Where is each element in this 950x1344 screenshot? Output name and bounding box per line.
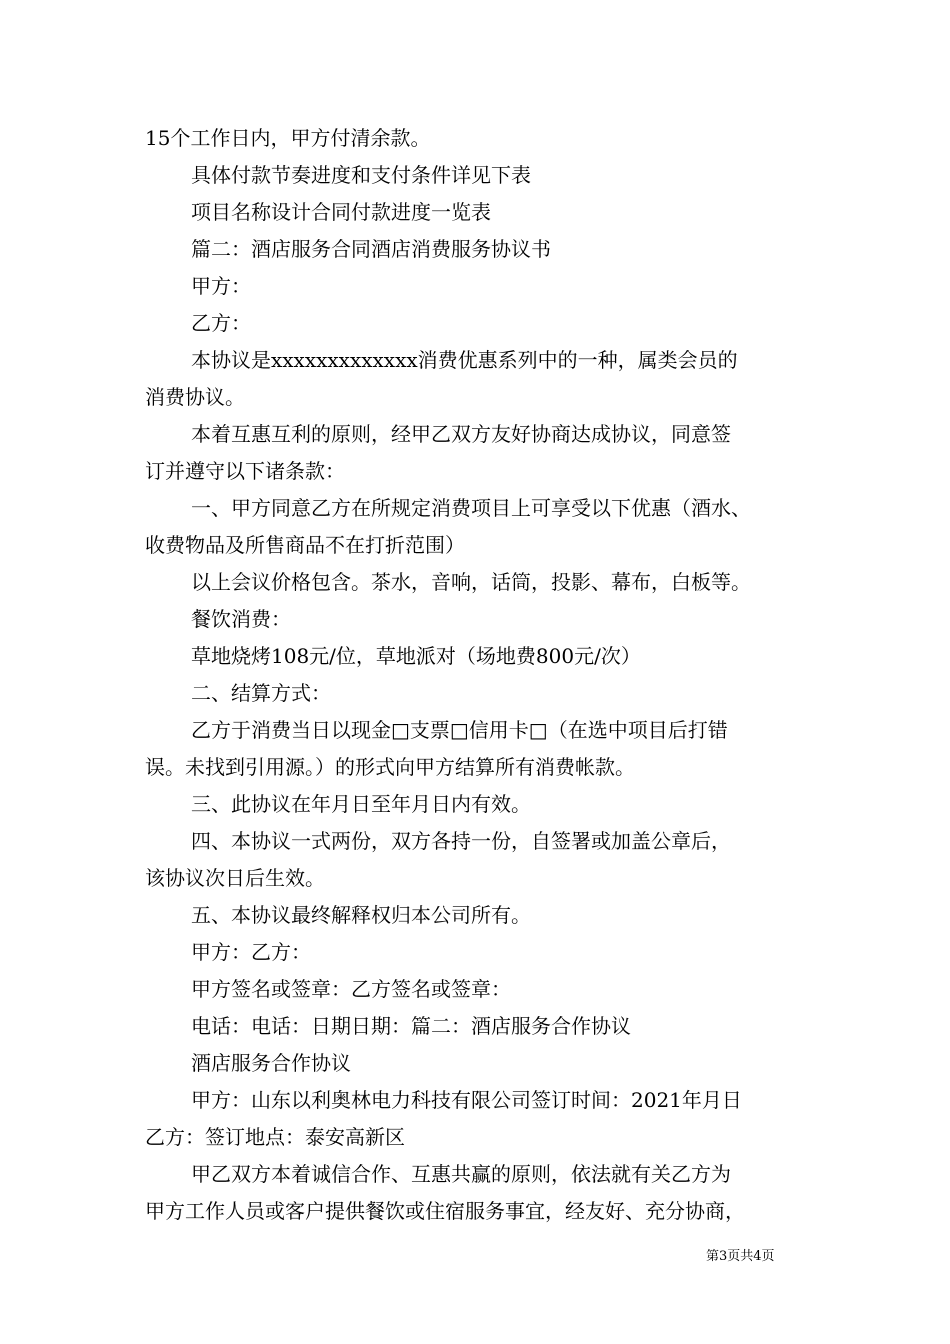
text-line: 项目名称设计合同付款进度一览表 [191,200,491,224]
text-line: 具体付款节奏进度和支付条件详见下表 [191,163,531,187]
text-line: 草地烧烤108元/位，草地派对（场地费800元/次） [191,644,641,668]
clause-1: 一、甲方同意乙方在所规定消费项目上可享受以下优惠（酒水、 [191,496,751,520]
clause-5: 五、本协议最终解释权归本公司所有。 [191,903,531,927]
text-line: 本着互惠互利的原则，经甲乙双方友好协商达成协议，同意签 [191,422,731,446]
party-a-label: 甲方： [191,274,251,298]
section-heading: 酒店服务合作协议 [191,1051,351,1075]
document-body [145,120,815,1230]
text-line: 甲方工作人员或客户提供餐饮或住宿服务事宜，经友好、充分协商， [145,1199,745,1223]
text-line: 甲乙双方本着诚信合作、互惠共赢的原则，依法就有关乙方为 [191,1162,731,1186]
clause-4: 四、本协议一式两份，双方各持一份，自签署或加盖公章后， [191,829,731,853]
text-line: 误。未找到引用源。）的形式向甲方结算所有消费帐款。 [145,755,635,779]
contact-line: 电话：电话：日期日期：篇二：酒店服务合作协议 [191,1014,631,1038]
text-line: 本协议是xxxxxxxxxxxxx消费优惠系列中的一种，属类会员的 [191,348,738,372]
text-line: 乙方于消费当日以现金□支票□信用卡□（在选中项目后打错 [191,718,728,742]
section-heading: 篇二：酒店服务合同酒店消费服务协议书 [191,237,551,261]
text-line: 消费协议。 [145,385,245,409]
clause-2: 二、结算方式： [191,681,331,705]
signature-line: 甲方签名或签章：乙方签名或签章： [191,977,511,1001]
text-line: 该协议次日后生效。 [145,866,325,890]
text-line: 甲方：山东以利奥林电力科技有限公司签订时间：2021年月日 [191,1088,742,1112]
text-line: 订并遵守以下诸条款： [145,459,345,483]
text-line: 乙方：签订地点：泰安高新区 [145,1125,405,1149]
page-number: 第3页共4页 [706,1249,775,1264]
text-line: 收费物品及所售商品不在打折范围） [145,533,465,557]
text-line: 以上会议价格包含。茶水，音响，话筒，投影、幕布，白板等。 [191,570,751,594]
text-line: 餐饮消费： [191,607,291,631]
party-b-label: 乙方： [191,311,251,335]
text-line: 15个工作日内，甲方付清余款。 [145,126,431,150]
clause-3: 三、此协议在年月日至年月日内有效。 [191,792,531,816]
signature-parties: 甲方：乙方： [191,940,311,964]
